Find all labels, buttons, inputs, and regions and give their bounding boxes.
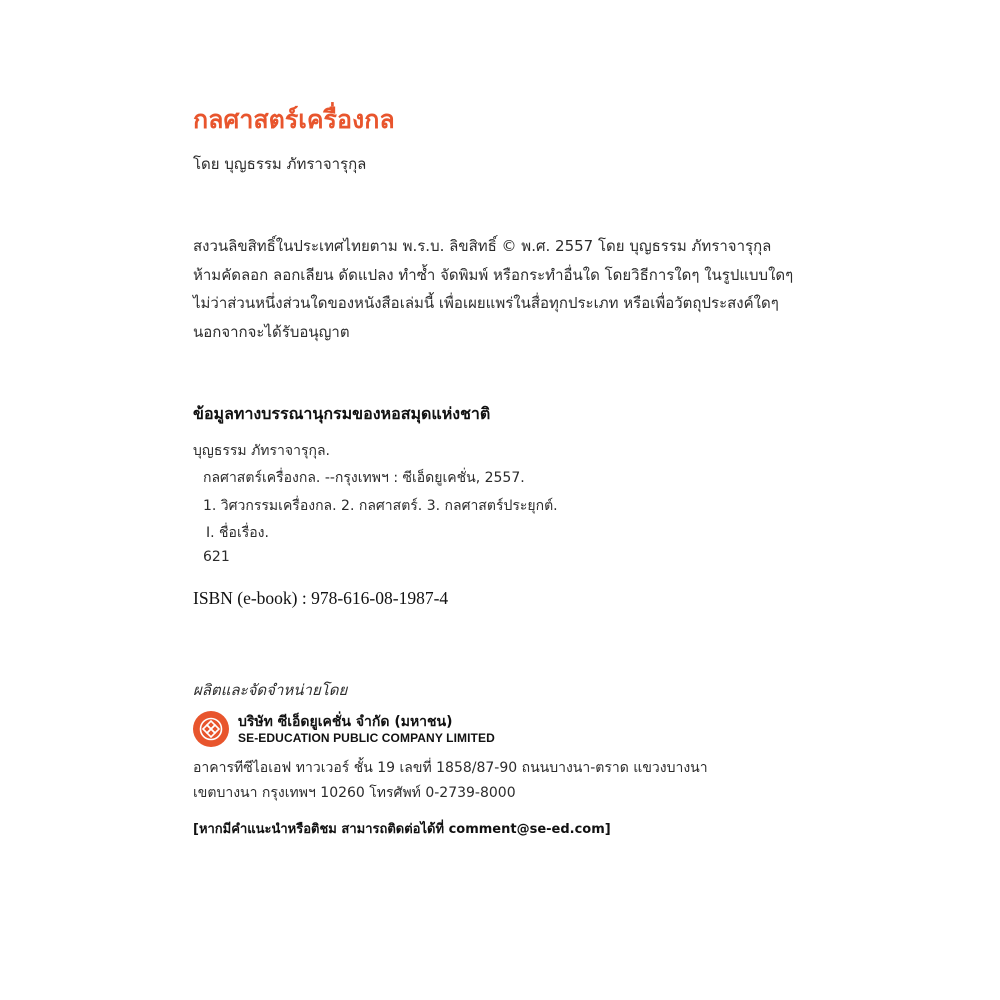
author-byline: โดย บุญธรรม ภัทราจารุกุล (193, 155, 367, 173)
book-title: กลศาสตร์เครื่องกล (193, 105, 395, 134)
cip-heading: ข้อมูลทางบรรณานุกรมของหอสมุดแห่งชาติ (193, 404, 491, 423)
cip-subjects: 1. วิศวกรรมเครื่องกล. 2. กลศาสตร์. 3. กลศาสตร์ประยุกต์. (203, 498, 558, 514)
copyright-line: สงวนลิขสิทธิ์ในประเทศไทยตาม พ.ร.บ. ลิขสิทธิ์ © พ.ศ. 2557 โดย บุญธรรม ภัทราจารุกุล (193, 237, 772, 255)
cip-classification: 621 (203, 549, 230, 565)
copyright-line: นอกจากจะได้รับอนุญาต (193, 322, 350, 341)
cip-title-line: กลศาสตร์เครื่องกล. --กรุงเทพฯ : ซีเอ็ดยูเคชั่น, 2557. (203, 470, 525, 486)
publisher-logo-icon (193, 711, 229, 747)
feedback-contact: [หากมีคำแนะนำหรือติชม สามารถติดต่อได้ที่ comment@se-ed.com] (193, 822, 611, 837)
publisher-label: ผลิตและจัดจำหน่ายโดย (193, 681, 348, 699)
cip-title-entry: I. ชื่อเรื่อง. (206, 525, 269, 541)
logo-lattice-icon (193, 711, 229, 747)
isbn: ISBN (e-book) : 978-616-08-1987-4 (193, 588, 449, 608)
company-name-thai: บริษัท ซีเอ็ดยูเคชั่น จำกัด (มหาชน) (238, 714, 453, 730)
copyright-line: ไม่ว่าส่วนหนึ่งส่วนใดของหนังสือเล่มนี้ เพื่อเผยแพร่ในสื่อทุกประเภท หรือเพื่อวัตถุประสงค์ใดๆ (193, 294, 779, 312)
address-line: อาคารทีซีไอเอฟ ทาวเวอร์ ชั้น 19 เลขที่ 1858/87-90 ถนนบางนา-ตราด แขวงบางนา (193, 760, 708, 776)
cip-author: บุญธรรม ภัทราจารุกุล. (193, 443, 331, 459)
copyright-line: ห้ามคัดลอก ลอกเลียน ดัดแปลง ทำซ้ำ จัดพิมพ์ หรือกระทำอื่นใด โดยวิธีการใดๆ ในรูปแบบใดๆ (193, 265, 794, 284)
company-name-english: SE-EDUCATION PUBLIC COMPANY LIMITED (238, 731, 495, 745)
address-line: เขตบางนา กรุงเทพฯ 10260 โทรศัพท์ 0-2739-8000 (193, 785, 516, 801)
copyright-notice (193, 232, 793, 346)
